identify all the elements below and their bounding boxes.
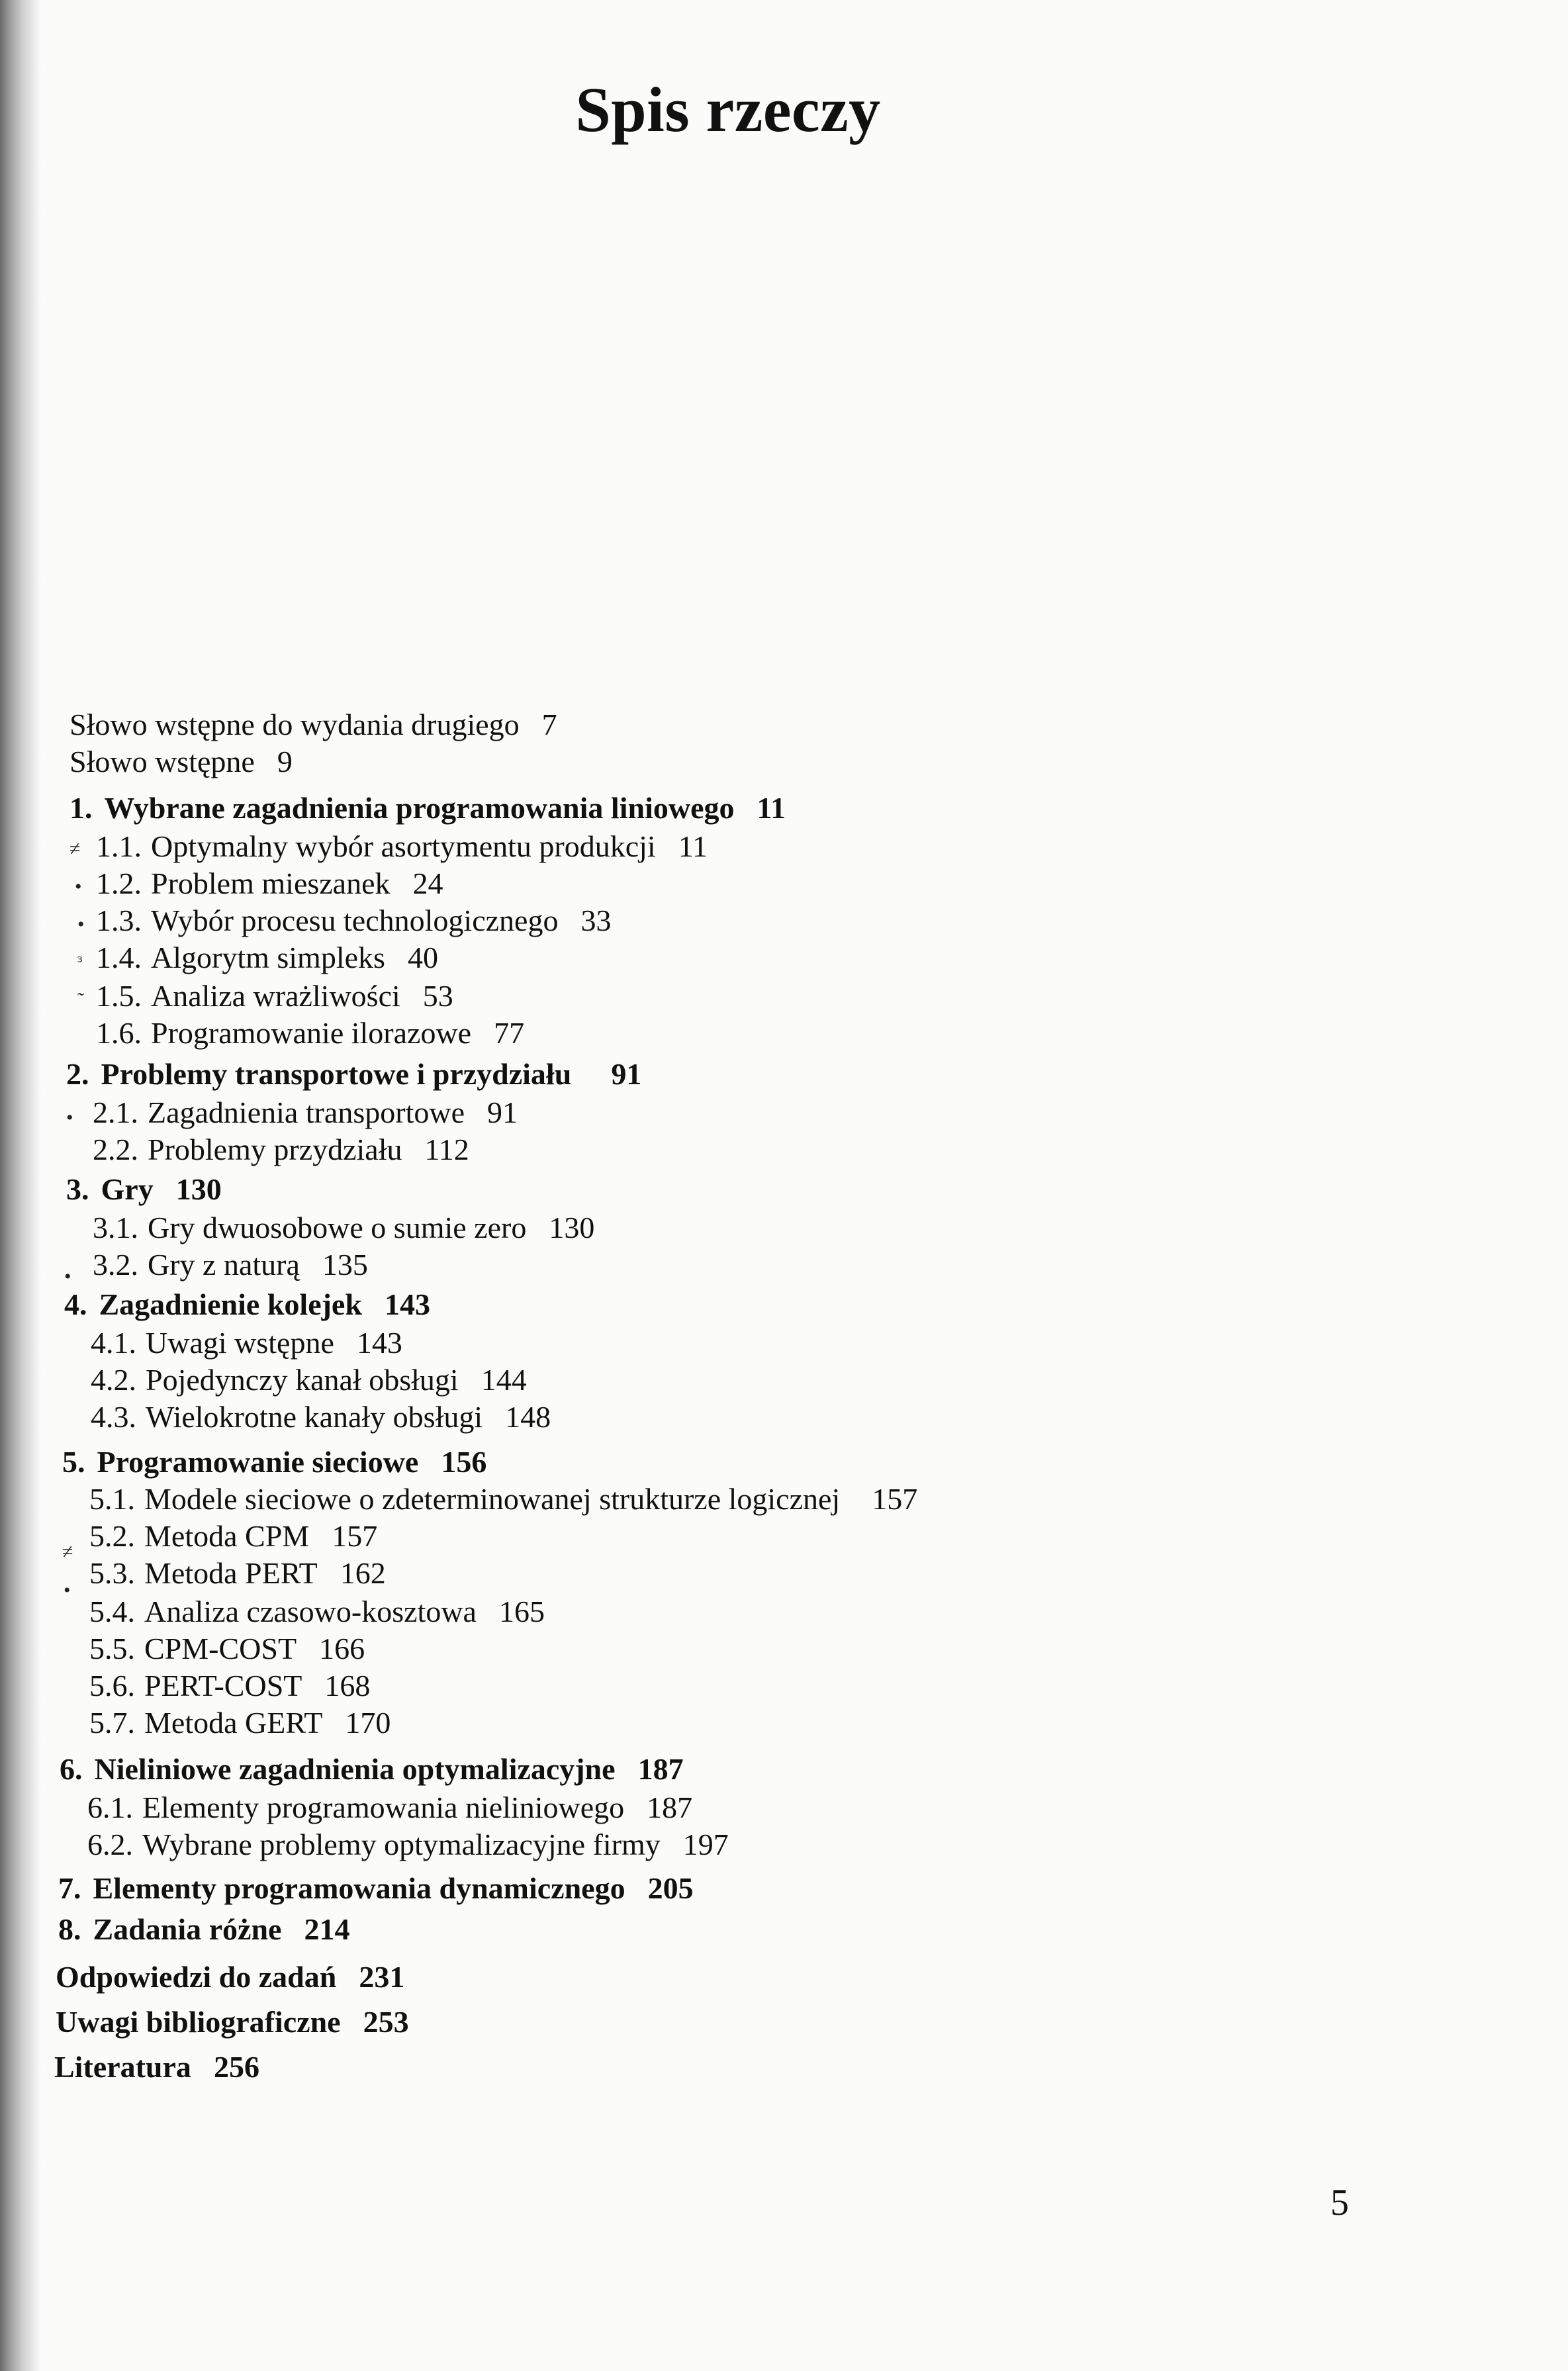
toc-section-2-2[interactable] bbox=[93, 1135, 469, 1165]
margin-mark: • bbox=[77, 913, 85, 935]
margin-mark: • bbox=[64, 1579, 71, 1601]
toc-entry-number: 5.7. bbox=[89, 1706, 135, 1740]
toc-entry-title: Metoda CPM bbox=[144, 1519, 310, 1553]
toc-entry-title: CPM-COST bbox=[144, 1632, 297, 1665]
toc-entry-title: Zagadnienia transportowe bbox=[148, 1095, 465, 1129]
page-number: 5 bbox=[1330, 2182, 1349, 2223]
toc-entry-title: Elementy programowania nieliniowego bbox=[142, 1790, 625, 1824]
toc-entry-title: Zagadnienie kolejek bbox=[99, 1287, 362, 1321]
toc-section-5-2[interactable] bbox=[89, 1521, 377, 1552]
toc-entry-page: 231 bbox=[359, 1960, 405, 1994]
toc-entry-preface[interactable] bbox=[69, 747, 293, 777]
toc-entry-number: 4.1. bbox=[91, 1326, 136, 1360]
toc-entry-page: 130 bbox=[175, 1172, 222, 1206]
toc-entry-bibliographic-notes[interactable] bbox=[56, 2007, 409, 2037]
toc-entry-page: 157 bbox=[332, 1519, 378, 1553]
toc-entry-title: Uwagi wstępne bbox=[146, 1326, 334, 1360]
toc-entry-number: 3.1. bbox=[93, 1211, 138, 1244]
toc-entry-literature[interactable] bbox=[54, 2052, 259, 2082]
toc-entry-title: Problemy przydziału bbox=[148, 1133, 402, 1166]
toc-section-4-3[interactable] bbox=[91, 1402, 551, 1432]
toc-entry-title: Optymalny wybór asortymentu produkcji bbox=[151, 829, 656, 863]
toc-entry-title: Elementy programowania dynamicznego bbox=[93, 1871, 625, 1905]
toc-entry-number: 3. bbox=[66, 1172, 89, 1206]
toc-chapter-3[interactable] bbox=[66, 1174, 222, 1205]
toc-entry-preface-second-edition[interactable] bbox=[69, 710, 557, 740]
toc-entry-title: Problemy transportowe i przydziału bbox=[101, 1057, 572, 1091]
toc-chapter-6[interactable] bbox=[60, 1754, 684, 1785]
toc-entry-page: 205 bbox=[647, 1871, 694, 1905]
toc-entry-title: Wielokrotne kanały obsługi bbox=[146, 1400, 483, 1434]
toc-entry-number: 2. bbox=[66, 1057, 89, 1091]
toc-entry-title: Literatura bbox=[54, 2050, 191, 2084]
toc-entry-page: 9 bbox=[277, 745, 293, 778]
toc-section-2-1[interactable] bbox=[93, 1097, 518, 1128]
toc-entry-number: 1.5. bbox=[96, 979, 142, 1013]
toc-entry-title: Analiza czasowo-kosztowa bbox=[144, 1595, 477, 1628]
margin-mark: ≠ bbox=[69, 838, 81, 860]
toc-entry-page: 143 bbox=[384, 1287, 430, 1321]
toc-section-5-5[interactable] bbox=[89, 1634, 365, 1664]
margin-mark: • bbox=[75, 876, 82, 898]
margin-mark: • bbox=[64, 1266, 71, 1287]
toc-entry-title: Metoda PERT bbox=[144, 1556, 318, 1590]
toc-entry-title: Nieliniowe zagadnienia optymalizacyjne bbox=[94, 1752, 616, 1786]
toc-entry-title: Gry dwuosobowe o sumie zero bbox=[148, 1211, 527, 1244]
margin-mark: ˜ bbox=[77, 989, 84, 1011]
toc-entry-title: PERT-COST bbox=[144, 1669, 302, 1702]
toc-entry-title: Słowo wstępne bbox=[69, 745, 255, 778]
toc-entry-page: 214 bbox=[304, 1912, 350, 1946]
toc-entry-page: 77 bbox=[494, 1016, 525, 1050]
toc-entry-number: 3.2. bbox=[93, 1248, 138, 1281]
toc-section-1-1[interactable] bbox=[96, 831, 708, 862]
toc-entry-title: Gry z naturą bbox=[148, 1248, 300, 1281]
toc-entry-title: Zadania różne bbox=[93, 1912, 282, 1946]
toc-section-5-4[interactable] bbox=[89, 1597, 545, 1627]
toc-entry-title: Analiza wrażliwości bbox=[151, 979, 400, 1013]
toc-entry-page: 144 bbox=[481, 1363, 527, 1397]
toc-entry-number: 1.2. bbox=[96, 866, 142, 900]
toc-entry-title: Uwagi bibliograficzne bbox=[56, 2005, 341, 2039]
toc-entry-number: 7. bbox=[58, 1871, 81, 1905]
toc-chapter-4[interactable] bbox=[64, 1289, 430, 1320]
toc-section-4-2[interactable] bbox=[91, 1365, 527, 1395]
toc-section-6-1[interactable] bbox=[87, 1792, 692, 1823]
toc-entry-number: 5.4. bbox=[89, 1595, 135, 1628]
toc-entry-title: Wybrane problemy optymalizacyjne firmy bbox=[142, 1828, 661, 1861]
toc-section-5-7[interactable] bbox=[89, 1708, 391, 1738]
toc-entry-page: 253 bbox=[363, 2005, 409, 2039]
toc-entry-page: 157 bbox=[872, 1482, 918, 1516]
toc-entry-page: 33 bbox=[580, 904, 612, 937]
toc-entry-page: 135 bbox=[322, 1248, 368, 1281]
toc-section-5-3[interactable] bbox=[89, 1558, 386, 1589]
toc-entry-title: Programowanie sieciowe bbox=[97, 1445, 419, 1479]
toc-chapter-1[interactable] bbox=[69, 793, 786, 823]
toc-entry-page: 143 bbox=[356, 1326, 402, 1360]
toc-entry-answers[interactable] bbox=[56, 1962, 404, 1992]
toc-section-1-4[interactable] bbox=[96, 943, 438, 973]
toc-entry-number: 6.2. bbox=[87, 1828, 133, 1861]
toc-entry-title: Pojedynczy kanał obsługi bbox=[146, 1363, 459, 1397]
toc-entry-number: 6. bbox=[60, 1752, 83, 1786]
toc-entry-number: 5.3. bbox=[89, 1556, 135, 1590]
toc-entry-page: 91 bbox=[486, 1095, 518, 1129]
toc-section-5-1[interactable] bbox=[89, 1484, 917, 1514]
toc-entry-page: 40 bbox=[407, 941, 438, 974]
toc-entry-number: 6.1. bbox=[87, 1790, 133, 1824]
toc-entry-number: 5.1. bbox=[89, 1482, 135, 1516]
toc-entry-page: 7 bbox=[541, 708, 557, 741]
toc-entry-page: 162 bbox=[340, 1556, 386, 1590]
toc-entry-title: Algorytm simpleks bbox=[151, 941, 385, 974]
toc-entry-page: 156 bbox=[441, 1445, 487, 1479]
toc-section-1-5[interactable] bbox=[96, 981, 453, 1011]
toc-entry-page: 165 bbox=[498, 1595, 545, 1628]
toc-entry-number: 2.1. bbox=[93, 1095, 138, 1129]
toc-entry-page: 168 bbox=[324, 1669, 371, 1702]
toc-entry-title: Programowanie ilorazowe bbox=[151, 1016, 472, 1050]
toc-entry-title: Słowo wstępne do wydania drugiego bbox=[69, 708, 520, 741]
toc-entry-number: 5.5. bbox=[89, 1632, 135, 1665]
toc-entry-title: Problem mieszanek bbox=[151, 866, 391, 900]
toc-chapter-8[interactable] bbox=[58, 1914, 349, 1945]
toc-entry-title: Gry bbox=[101, 1172, 154, 1206]
toc-entry-number: 4.3. bbox=[91, 1400, 136, 1434]
toc-entry-title: Wybór procesu technologicznego bbox=[151, 904, 559, 937]
toc-entry-number: 1.6. bbox=[96, 1016, 142, 1050]
toc-entry-title: Metoda GERT bbox=[144, 1706, 323, 1740]
toc-entry-page: 112 bbox=[424, 1133, 469, 1166]
toc-entry-page: 256 bbox=[213, 2050, 259, 2084]
toc-chapter-7[interactable] bbox=[58, 1873, 694, 1904]
toc-entry-page: 187 bbox=[647, 1790, 693, 1824]
toc-entry-page: 187 bbox=[637, 1752, 684, 1786]
toc-entry-page: 166 bbox=[319, 1632, 365, 1665]
margin-mark: • bbox=[66, 1107, 73, 1129]
toc-entry-number: 1. bbox=[69, 791, 93, 825]
toc-entry-number: 5. bbox=[62, 1445, 85, 1479]
toc-entry-page: 91 bbox=[611, 1057, 642, 1091]
toc-entry-title: Wybrane zagadnienia programowania liniowego bbox=[104, 791, 735, 825]
toc-entry-title: Modele sieciowe o zdeterminowanej strukturze logicznej bbox=[144, 1482, 841, 1516]
margin-mark: ≠ bbox=[62, 1541, 73, 1563]
page-title: Spis rzeczy bbox=[575, 74, 881, 145]
toc-entry-number: 8. bbox=[58, 1912, 81, 1946]
toc-entry-page: 170 bbox=[345, 1706, 391, 1740]
toc-section-1-6[interactable] bbox=[96, 1018, 524, 1048]
toc-entry-number: 1.3. bbox=[96, 904, 142, 937]
toc-section-5-6[interactable] bbox=[89, 1671, 370, 1701]
toc-entry-page: 24 bbox=[412, 866, 443, 900]
toc-entry-number: 2.2. bbox=[93, 1133, 138, 1166]
toc-chapter-2[interactable] bbox=[66, 1059, 641, 1090]
toc-entry-number: 1.1. bbox=[96, 829, 142, 863]
toc-entry-number: 5.2. bbox=[89, 1519, 135, 1553]
toc-section-4-1[interactable] bbox=[91, 1328, 402, 1358]
toc-section-3-2[interactable] bbox=[93, 1250, 368, 1280]
toc-section-1-2[interactable] bbox=[96, 868, 443, 899]
toc-entry-page: 11 bbox=[678, 829, 708, 863]
toc-entry-number: 5.6. bbox=[89, 1669, 135, 1702]
toc-section-6-2[interactable] bbox=[87, 1830, 729, 1860]
toc-entry-number: 1.4. bbox=[96, 941, 142, 974]
toc-entry-number: 4. bbox=[64, 1287, 87, 1321]
margin-mark: ᶟ bbox=[77, 951, 83, 972]
binding-edge bbox=[0, 0, 41, 2371]
toc-entry-page: 197 bbox=[682, 1828, 729, 1861]
toc-entry-page: 53 bbox=[422, 979, 453, 1013]
toc-entry-page: 11 bbox=[757, 791, 786, 825]
toc-section-1-3[interactable] bbox=[96, 906, 611, 936]
toc-entry-page: 130 bbox=[549, 1211, 595, 1244]
toc-entry-number: 4.2. bbox=[91, 1363, 136, 1397]
toc-chapter-5[interactable] bbox=[62, 1447, 486, 1477]
toc-entry-title: Odpowiedzi do zadań bbox=[56, 1960, 337, 1994]
toc-section-3-1[interactable] bbox=[93, 1213, 594, 1243]
toc-entry-page: 148 bbox=[505, 1400, 551, 1434]
